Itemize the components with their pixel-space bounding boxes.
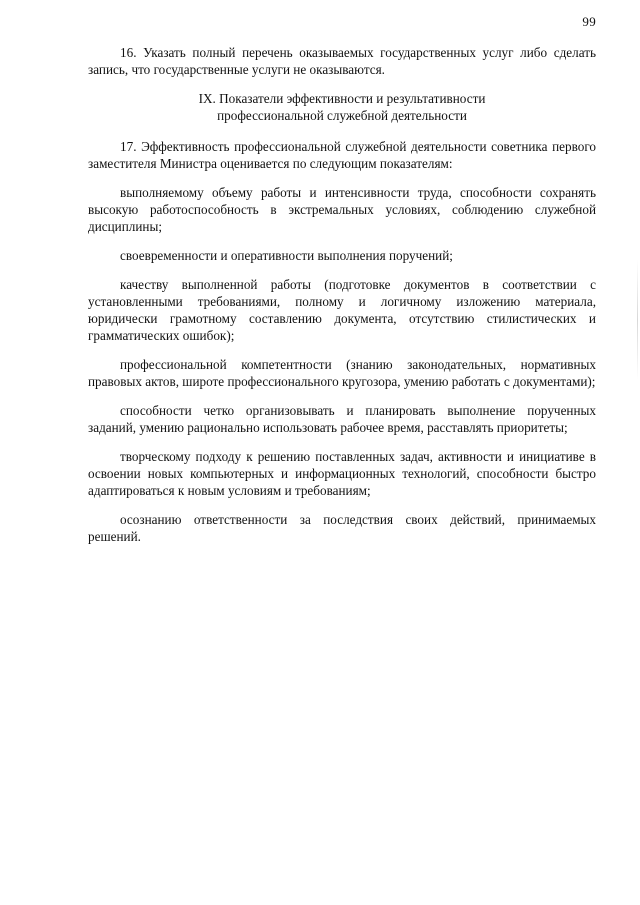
criterion-workload: выполняемому объему работы и интенсивности труда, способности сохранять высокую работоспособность в экстремальных условиях, соблюдению служебной дисциплины; [88,185,596,234]
criterion-organization: способности четко организовывать и планировать выполнение порученных заданий, умению рационально использовать рабочее время, расставлять приоритеты; [88,403,596,435]
section-heading-line-1: IX. Показатели эффективности и результативности [198,91,486,106]
document-body [88,44,596,557]
criterion-competence: профессиональной компетентности (знанию законодательных, нормативных правовых актов, широте профессионального кругозора, умению работать с документами); [88,357,596,389]
section-heading-line-2: профессиональной служебной деятельности [217,108,467,123]
page-number: 99 [582,14,596,29]
scan-edge-mark [637,260,638,380]
criterion-creativity: творческому подходу к решению поставленных задач, активности и инициативе в освоении новых компьютерных и информационных технологий, способности быстро адаптироваться к новым условиям и требованиям; [88,449,596,498]
criterion-timeliness: своевременности и оперативности выполнения поручений; [120,248,453,263]
paragraph-16: 16. Указать полный перечень оказываемых государственных услуг либо сделать запись, что государственные услуги не оказываются. [88,45,596,77]
criterion-quality: качеству выполненной работы (подготовке документов в соответствии с установленными требованиями, полному и логичному изложению материала, юридически грамотному составлению документа, отсутствию стилистических и грамматических ошибок); [88,277,596,343]
paragraph-17: 17. Эффективность профессиональной служебной деятельности советника первого заместителя Министра оценивается по следующим показателям: [88,139,596,171]
section-heading [88,90,596,124]
criterion-responsibility: осознанию ответственности за последствия своих действий, принимаемых решений. [88,512,596,544]
